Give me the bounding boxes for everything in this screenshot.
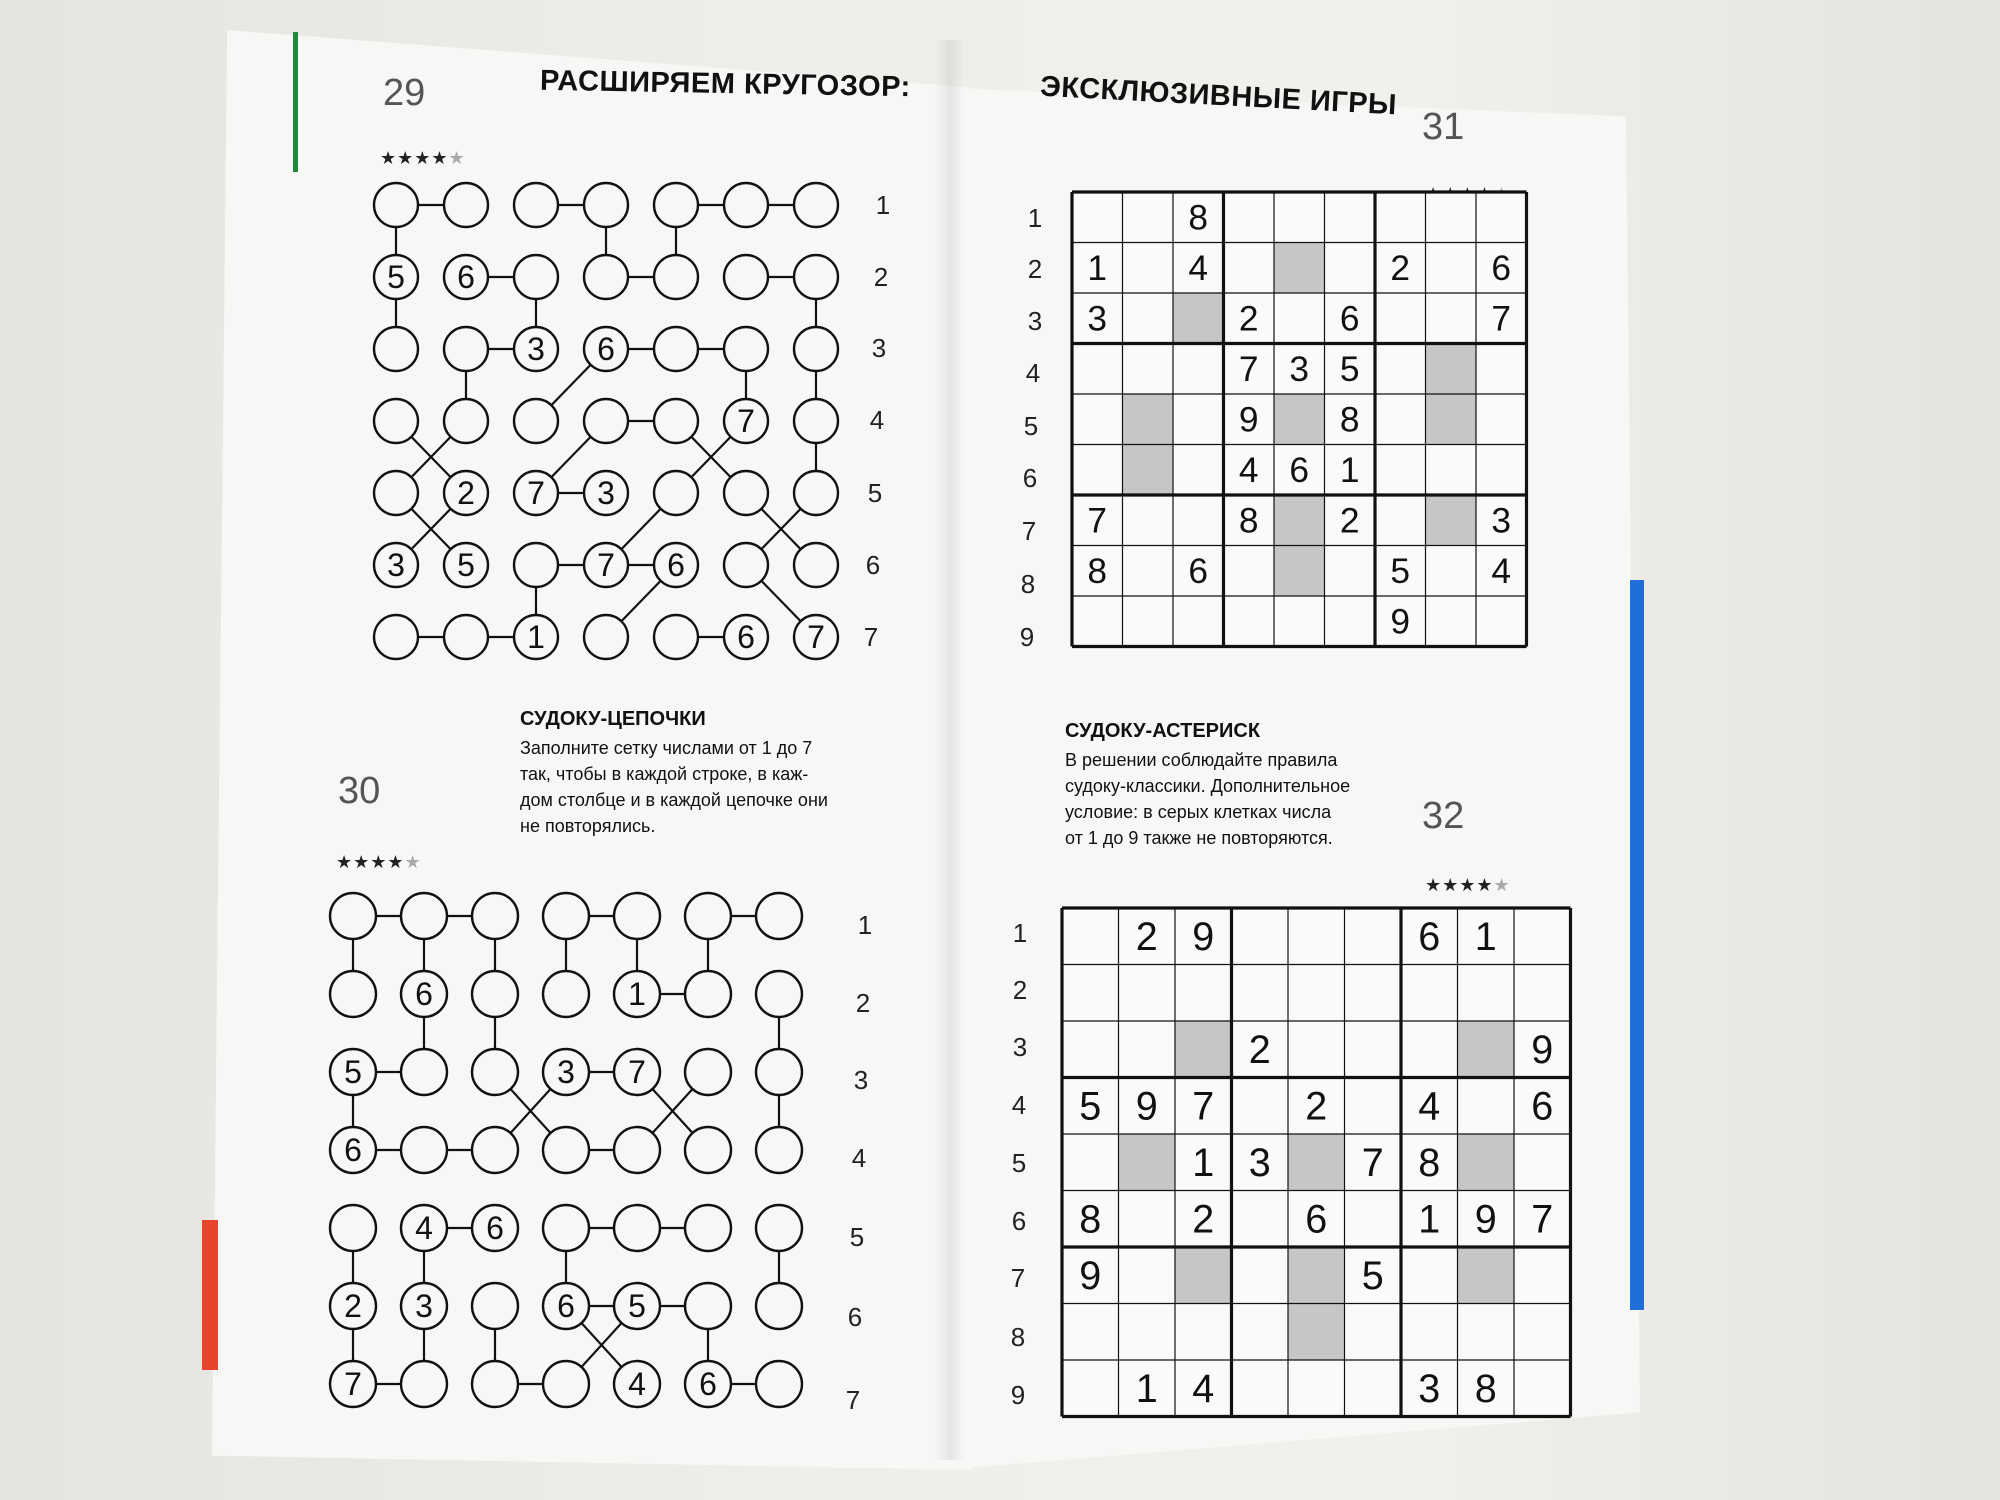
chain-digit: 7 [807, 619, 825, 655]
sudoku-cell[interactable] [1426, 192, 1477, 243]
chain-digit: 4 [415, 1210, 433, 1246]
sudoku-digit: 5 [1339, 349, 1360, 389]
chain-sudoku-30 [330, 893, 802, 1407]
chain-circle[interactable] [756, 971, 802, 1017]
instructions-title: СУДОКУ-АСТЕРИСК [1065, 720, 1261, 742]
chain-circle[interactable] [756, 1205, 802, 1251]
sudoku-cell[interactable] [1224, 192, 1275, 243]
sudoku-cell[interactable] [1514, 1360, 1571, 1417]
sudoku-digit: 9 [1079, 1253, 1102, 1298]
chain-digit: 5 [628, 1288, 646, 1324]
sudoku-cell[interactable] [1514, 965, 1571, 1022]
chain-circle[interactable] [756, 1049, 802, 1095]
chain-digit: 7 [344, 1366, 362, 1402]
sudoku-digit: 3 [1418, 1366, 1441, 1411]
sudoku-digit: 5 [1361, 1253, 1384, 1298]
chain-circle[interactable] [330, 971, 376, 1017]
sudoku-cell[interactable] [1175, 1021, 1232, 1078]
chain-circle[interactable] [543, 893, 589, 939]
sudoku-cell[interactable] [1401, 1304, 1458, 1361]
sudoku-digit: 8 [1079, 1197, 1102, 1242]
chain-circle[interactable] [724, 471, 768, 515]
sudoku-digit: 2 [1192, 1197, 1215, 1242]
chain-digit: 7 [527, 475, 545, 511]
sudoku-cell[interactable] [1288, 1134, 1345, 1191]
sudoku-cell[interactable] [1224, 243, 1275, 294]
sudoku-cell[interactable] [1325, 546, 1376, 597]
sudoku-digit: 6 [1188, 551, 1209, 591]
sudoku-digit: 6 [1418, 914, 1441, 959]
sudoku-digit: 2 [1339, 501, 1360, 541]
chain-circle[interactable] [794, 183, 838, 227]
chain-circle[interactable] [584, 183, 628, 227]
sudoku-digit: 3 [1289, 349, 1310, 389]
chain-circle[interactable] [685, 1283, 731, 1329]
sudoku-cell[interactable] [1514, 1247, 1571, 1304]
sudoku-digit: 4 [1238, 450, 1259, 490]
sudoku-cell[interactable] [1062, 1134, 1119, 1191]
chain-digit: 7 [737, 403, 755, 439]
sudoku-cell[interactable] [1426, 546, 1477, 597]
sudoku-cell[interactable] [1173, 596, 1224, 647]
chain-circle[interactable] [654, 255, 698, 299]
sudoku-digit: 7 [1087, 501, 1108, 541]
chain-digit: 2 [344, 1288, 362, 1324]
sudoku-cell[interactable] [1458, 1078, 1515, 1135]
chain-circle[interactable] [756, 1361, 802, 1407]
sudoku-cell[interactable] [1175, 1304, 1232, 1361]
sudoku-cell[interactable] [1123, 192, 1174, 243]
sudoku-cell[interactable] [1173, 293, 1224, 344]
sudoku-digit: 1 [1339, 450, 1360, 490]
chain-circle[interactable] [654, 399, 698, 443]
sudoku-digit: 9 [1135, 1084, 1158, 1129]
chain-digit: 3 [527, 331, 545, 367]
chain-circle[interactable] [374, 471, 418, 515]
sudoku-cell[interactable] [1514, 1304, 1571, 1361]
chain-circle[interactable] [654, 471, 698, 515]
sudoku-cell[interactable] [1232, 1304, 1289, 1361]
sudoku-digit: 5 [1079, 1084, 1102, 1129]
chain-digit: 5 [457, 547, 475, 583]
chain-circle[interactable] [514, 399, 558, 443]
sudoku-cell[interactable] [1375, 192, 1426, 243]
sudoku-cell[interactable] [1123, 495, 1174, 546]
sudoku-cell[interactable] [1426, 596, 1477, 647]
sudoku-cell[interactable] [1274, 394, 1325, 445]
sudoku-cell[interactable] [1062, 908, 1119, 965]
chain-digit: 6 [486, 1210, 504, 1246]
sudoku-digit: 3 [1491, 501, 1512, 541]
chain-digit: 6 [737, 619, 755, 655]
chain-circle[interactable] [514, 255, 558, 299]
sudoku-digit: 9 [1474, 1197, 1497, 1242]
chain-digit: 2 [457, 475, 475, 511]
sudoku-cell[interactable] [1274, 546, 1325, 597]
chain-circle[interactable] [374, 183, 418, 227]
sudoku-cell[interactable] [1426, 394, 1477, 445]
sudoku-digit: 3 [1087, 299, 1108, 339]
sudoku-digit: 9 [1238, 400, 1259, 440]
chain-circle[interactable] [514, 183, 558, 227]
sudoku-digit: 4 [1491, 551, 1512, 591]
chain-circle[interactable] [401, 1361, 447, 1407]
sudoku-cell[interactable] [1119, 1304, 1176, 1361]
chain-digit: 5 [387, 259, 405, 295]
sudoku-cell[interactable] [1288, 1247, 1345, 1304]
sudoku-digit: 6 [1289, 450, 1310, 490]
chain-digit: 3 [415, 1288, 433, 1324]
chain-circle[interactable] [330, 1205, 376, 1251]
chain-circle[interactable] [794, 327, 838, 371]
sudoku-cell[interactable] [1325, 596, 1376, 647]
sudoku-cell[interactable] [1476, 344, 1527, 395]
sudoku-digit: 2 [1305, 1084, 1328, 1129]
sudoku-digit: 8 [1474, 1366, 1497, 1411]
sudoku-cell[interactable] [1274, 192, 1325, 243]
sudoku-digit: 8 [1238, 501, 1259, 541]
sudoku-digit: 1 [1192, 1140, 1215, 1185]
sudoku-cell[interactable] [1232, 1191, 1289, 1248]
sudoku-cell[interactable] [1375, 495, 1426, 546]
sudoku-digit: 8 [1188, 198, 1209, 238]
chain-digit: 3 [557, 1054, 575, 1090]
sudoku-32-grid [1062, 908, 1571, 1417]
sudoku-cell[interactable] [1119, 965, 1176, 1022]
instructions-title: СУДОКУ-ЦЕПОЧКИ [520, 708, 706, 730]
difficulty-stars-32: ★★★★★ [1425, 875, 1511, 895]
sudoku-digit: 7 [1361, 1140, 1384, 1185]
chain-digit: 6 [457, 259, 475, 295]
chain-digit: 7 [628, 1054, 646, 1090]
chain-digit: 3 [387, 547, 405, 583]
sudoku-cell[interactable] [1123, 293, 1174, 344]
chain-circle[interactable] [724, 327, 768, 371]
sudoku-cell[interactable] [1274, 243, 1325, 294]
sudoku-cell[interactable] [1119, 1191, 1176, 1248]
sudoku-cell[interactable] [1288, 1360, 1345, 1417]
sudoku-cell[interactable] [1072, 394, 1123, 445]
sudoku-digit: 1 [1135, 1366, 1158, 1411]
sudoku-cell[interactable] [1232, 908, 1289, 965]
sudoku-cell[interactable] [1119, 1134, 1176, 1191]
chain-circle[interactable] [685, 893, 731, 939]
sudoku-cell[interactable] [1375, 445, 1426, 496]
chain-circle[interactable] [330, 893, 376, 939]
sudoku-cell[interactable] [1232, 1078, 1289, 1135]
chain-circle[interactable] [584, 255, 628, 299]
chain-circle[interactable] [472, 1361, 518, 1407]
sudoku-cell[interactable] [1514, 908, 1571, 965]
chain-circle[interactable] [472, 1283, 518, 1329]
chain-circle[interactable] [756, 893, 802, 939]
chain-digit: 1 [628, 976, 646, 1012]
instructions-text: Заполните сетку числами от 1 до 7 так, чтобы в каждой строке, в каж- дом столбце и в каждой цепочке они не повторялись. [520, 738, 828, 836]
sudoku-cell[interactable] [1062, 1304, 1119, 1361]
sudoku-digit: 1 [1474, 914, 1497, 959]
sudoku-digit: 1 [1087, 248, 1108, 288]
sudoku-cell[interactable] [1072, 192, 1123, 243]
page-number-31: 31 [1422, 106, 1465, 148]
sudoku-cell[interactable] [1458, 1247, 1515, 1304]
sudoku-cell[interactable] [1375, 293, 1426, 344]
chain-circle[interactable] [794, 399, 838, 443]
page-header-left: РАСШИРЯЕМ КРУГОЗОР: [539, 64, 912, 104]
chain-circle[interactable] [514, 543, 558, 587]
sudoku-cell[interactable] [1401, 1021, 1458, 1078]
sudoku-cell[interactable] [1274, 293, 1325, 344]
chain-circle[interactable] [685, 1127, 731, 1173]
sudoku-cell[interactable] [1062, 965, 1119, 1022]
chain-digit: 6 [667, 547, 685, 583]
sudoku-cell[interactable] [1458, 1134, 1515, 1191]
chain-digit: 6 [344, 1132, 362, 1168]
chain-circle[interactable] [472, 1127, 518, 1173]
page-header-right: ЭКСКЛЮЗИВНЫЕ ИГРЫ [1039, 70, 1398, 122]
sudoku-digit: 1 [1418, 1197, 1441, 1242]
sudoku-digit: 7 [1491, 299, 1512, 339]
chain-circle[interactable] [472, 1049, 518, 1095]
sudoku-digit: 9 [1531, 1027, 1554, 1072]
chain-digit: 6 [557, 1288, 575, 1324]
sudoku-cell[interactable] [1274, 596, 1325, 647]
sudoku-cell[interactable] [1426, 495, 1477, 546]
chain-circle[interactable] [654, 615, 698, 659]
sudoku-cell[interactable] [1232, 1360, 1289, 1417]
sudoku-cell[interactable] [1325, 192, 1376, 243]
chain-circle[interactable] [444, 615, 488, 659]
chain-circle[interactable] [685, 1205, 731, 1251]
sudoku-cell[interactable] [1345, 1078, 1402, 1135]
chain-circle[interactable] [614, 1205, 660, 1251]
sudoku-digit: 4 [1188, 248, 1209, 288]
chain-digit: 7 [597, 547, 615, 583]
chain-circle[interactable] [444, 399, 488, 443]
sudoku-cell[interactable] [1345, 908, 1402, 965]
chain-circle[interactable] [654, 327, 698, 371]
sudoku-cell[interactable] [1119, 1247, 1176, 1304]
sudoku-cell[interactable] [1426, 243, 1477, 294]
chain-circle[interactable] [794, 471, 838, 515]
sudoku-cell[interactable] [1072, 596, 1123, 647]
sudoku-cell[interactable] [1288, 1021, 1345, 1078]
sudoku-digit: 7 [1531, 1197, 1554, 1242]
sudoku-digit: 6 [1531, 1084, 1554, 1129]
chain-circle[interactable] [724, 543, 768, 587]
sudoku-cell[interactable] [1401, 1247, 1458, 1304]
sudoku-cell[interactable] [1224, 546, 1275, 597]
chain-circle[interactable] [584, 615, 628, 659]
sudoku-digit: 4 [1192, 1366, 1215, 1411]
sudoku-digit: 4 [1418, 1084, 1441, 1129]
sudoku-cell[interactable] [1375, 394, 1426, 445]
sudoku-cell[interactable] [1458, 1021, 1515, 1078]
sudoku-cell[interactable] [1123, 546, 1174, 597]
chain-circle[interactable] [685, 971, 731, 1017]
chain-circle[interactable] [543, 1361, 589, 1407]
sudoku-cell[interactable] [1123, 394, 1174, 445]
chain-circle[interactable] [472, 893, 518, 939]
chain-circle[interactable] [472, 971, 518, 1017]
chain-digit: 6 [597, 331, 615, 367]
chain-circle[interactable] [401, 893, 447, 939]
sudoku-digit: 2 [1135, 914, 1158, 959]
sudoku-cell[interactable] [1119, 1021, 1176, 1078]
sudoku-digit: 8 [1418, 1140, 1441, 1185]
sudoku-cell[interactable] [1514, 1134, 1571, 1191]
sudoku-cell[interactable] [1426, 344, 1477, 395]
sudoku-cell[interactable] [1476, 445, 1527, 496]
sudoku-digit: 2 [1390, 248, 1411, 288]
sudoku-cell[interactable] [1345, 1360, 1402, 1417]
chain-circle[interactable] [401, 1127, 447, 1173]
sudoku-cell[interactable] [1426, 445, 1477, 496]
sudoku-cell[interactable] [1123, 445, 1174, 496]
sudoku-cell[interactable] [1325, 243, 1376, 294]
chain-digit: 3 [597, 475, 615, 511]
sudoku-cell[interactable] [1345, 1304, 1402, 1361]
chain-circle[interactable] [543, 1127, 589, 1173]
sudoku-cell[interactable] [1476, 596, 1527, 647]
sudoku-cell[interactable] [1288, 1304, 1345, 1361]
sudoku-digit: 6 [1339, 299, 1360, 339]
chain-circle[interactable] [444, 327, 488, 371]
sudoku-cell[interactable] [1123, 596, 1174, 647]
sudoku-digit: 3 [1248, 1140, 1271, 1185]
chain-digit: 4 [628, 1366, 646, 1402]
chain-circle[interactable] [543, 1205, 589, 1251]
sudoku-cell[interactable] [1175, 965, 1232, 1022]
sudoku-cell[interactable] [1426, 293, 1477, 344]
sudoku-digit: 2 [1238, 299, 1259, 339]
chain-digit: 1 [527, 619, 545, 655]
chain-circle[interactable] [374, 615, 418, 659]
sudoku-cell[interactable] [1288, 908, 1345, 965]
chain-circle[interactable] [614, 893, 660, 939]
sudoku-cell[interactable] [1173, 445, 1224, 496]
sudoku-cell[interactable] [1476, 394, 1527, 445]
chain-digit: 5 [344, 1054, 362, 1090]
sudoku-cell[interactable] [1345, 1021, 1402, 1078]
sudoku-cell[interactable] [1175, 1247, 1232, 1304]
sudoku-cell[interactable] [1224, 596, 1275, 647]
sudoku-cell[interactable] [1232, 965, 1289, 1022]
sudoku-cell[interactable] [1123, 344, 1174, 395]
page-number-30: 30 [338, 770, 381, 812]
chain-circle[interactable] [724, 255, 768, 299]
sudoku-cell[interactable] [1062, 1360, 1119, 1417]
sudoku-digit: 5 [1390, 551, 1411, 591]
sudoku-digit: 9 [1390, 602, 1411, 642]
sudoku-cell[interactable] [1345, 1191, 1402, 1248]
sudoku-cell[interactable] [1062, 1021, 1119, 1078]
sudoku-cell[interactable] [1274, 495, 1325, 546]
sudoku-digit: 6 [1305, 1197, 1328, 1242]
sudoku-digit: 2 [1248, 1027, 1271, 1072]
sudoku-digit: 6 [1491, 248, 1512, 288]
chain-circle[interactable] [401, 1049, 447, 1095]
sudoku-cell[interactable] [1476, 192, 1527, 243]
difficulty-stars-30: ★★★★★ [336, 852, 422, 872]
chain-circle[interactable] [614, 1127, 660, 1173]
sudoku-cell[interactable] [1123, 243, 1174, 294]
chain-circle[interactable] [756, 1127, 802, 1173]
chain-circle[interactable] [444, 183, 488, 227]
sudoku-digit: 7 [1238, 349, 1259, 389]
sudoku-cell[interactable] [1288, 965, 1345, 1022]
sudoku-cell[interactable] [1072, 445, 1123, 496]
sudoku-digit: 8 [1339, 400, 1360, 440]
chain-circle[interactable] [654, 183, 698, 227]
chain-circle[interactable] [724, 183, 768, 227]
sudoku-cell[interactable] [1173, 344, 1224, 395]
chain-circle[interactable] [584, 399, 628, 443]
sudoku-digit: 8 [1087, 551, 1108, 591]
chain-digit: 6 [415, 976, 433, 1012]
sudoku-digit: 9 [1192, 914, 1215, 959]
sudoku-cell[interactable] [1232, 1247, 1289, 1304]
instructions-text: В решении соблюдайте правила судоку-классики. Дополнительное условие: в серых клетках числа от 1 до 9 также не повторяются. [1065, 750, 1351, 848]
chain-circle[interactable] [374, 327, 418, 371]
sudoku-cell[interactable] [1458, 965, 1515, 1022]
chain-circle[interactable] [543, 971, 589, 1017]
page-number-29: 29 [383, 72, 426, 114]
sudoku-cell[interactable] [1173, 394, 1224, 445]
chain-circle[interactable] [794, 543, 838, 587]
chain-sudoku-29 [374, 183, 838, 659]
sudoku-cell[interactable] [1345, 965, 1402, 1022]
chain-circle[interactable] [756, 1283, 802, 1329]
sudoku-cell[interactable] [1375, 344, 1426, 395]
sudoku-cell[interactable] [1072, 344, 1123, 395]
chain-circle[interactable] [685, 1049, 731, 1095]
chain-circle[interactable] [374, 399, 418, 443]
sudoku-cell[interactable] [1458, 1304, 1515, 1361]
sudoku-31-grid [1072, 192, 1527, 647]
chain-digit: 6 [699, 1366, 717, 1402]
difficulty-stars-29: ★★★★★ [380, 148, 466, 168]
chain-circle[interactable] [794, 255, 838, 299]
sudoku-digit: 7 [1192, 1084, 1215, 1129]
page-number-32: 32 [1422, 795, 1465, 837]
sudoku-cell[interactable] [1173, 495, 1224, 546]
sudoku-cell[interactable] [1401, 965, 1458, 1022]
